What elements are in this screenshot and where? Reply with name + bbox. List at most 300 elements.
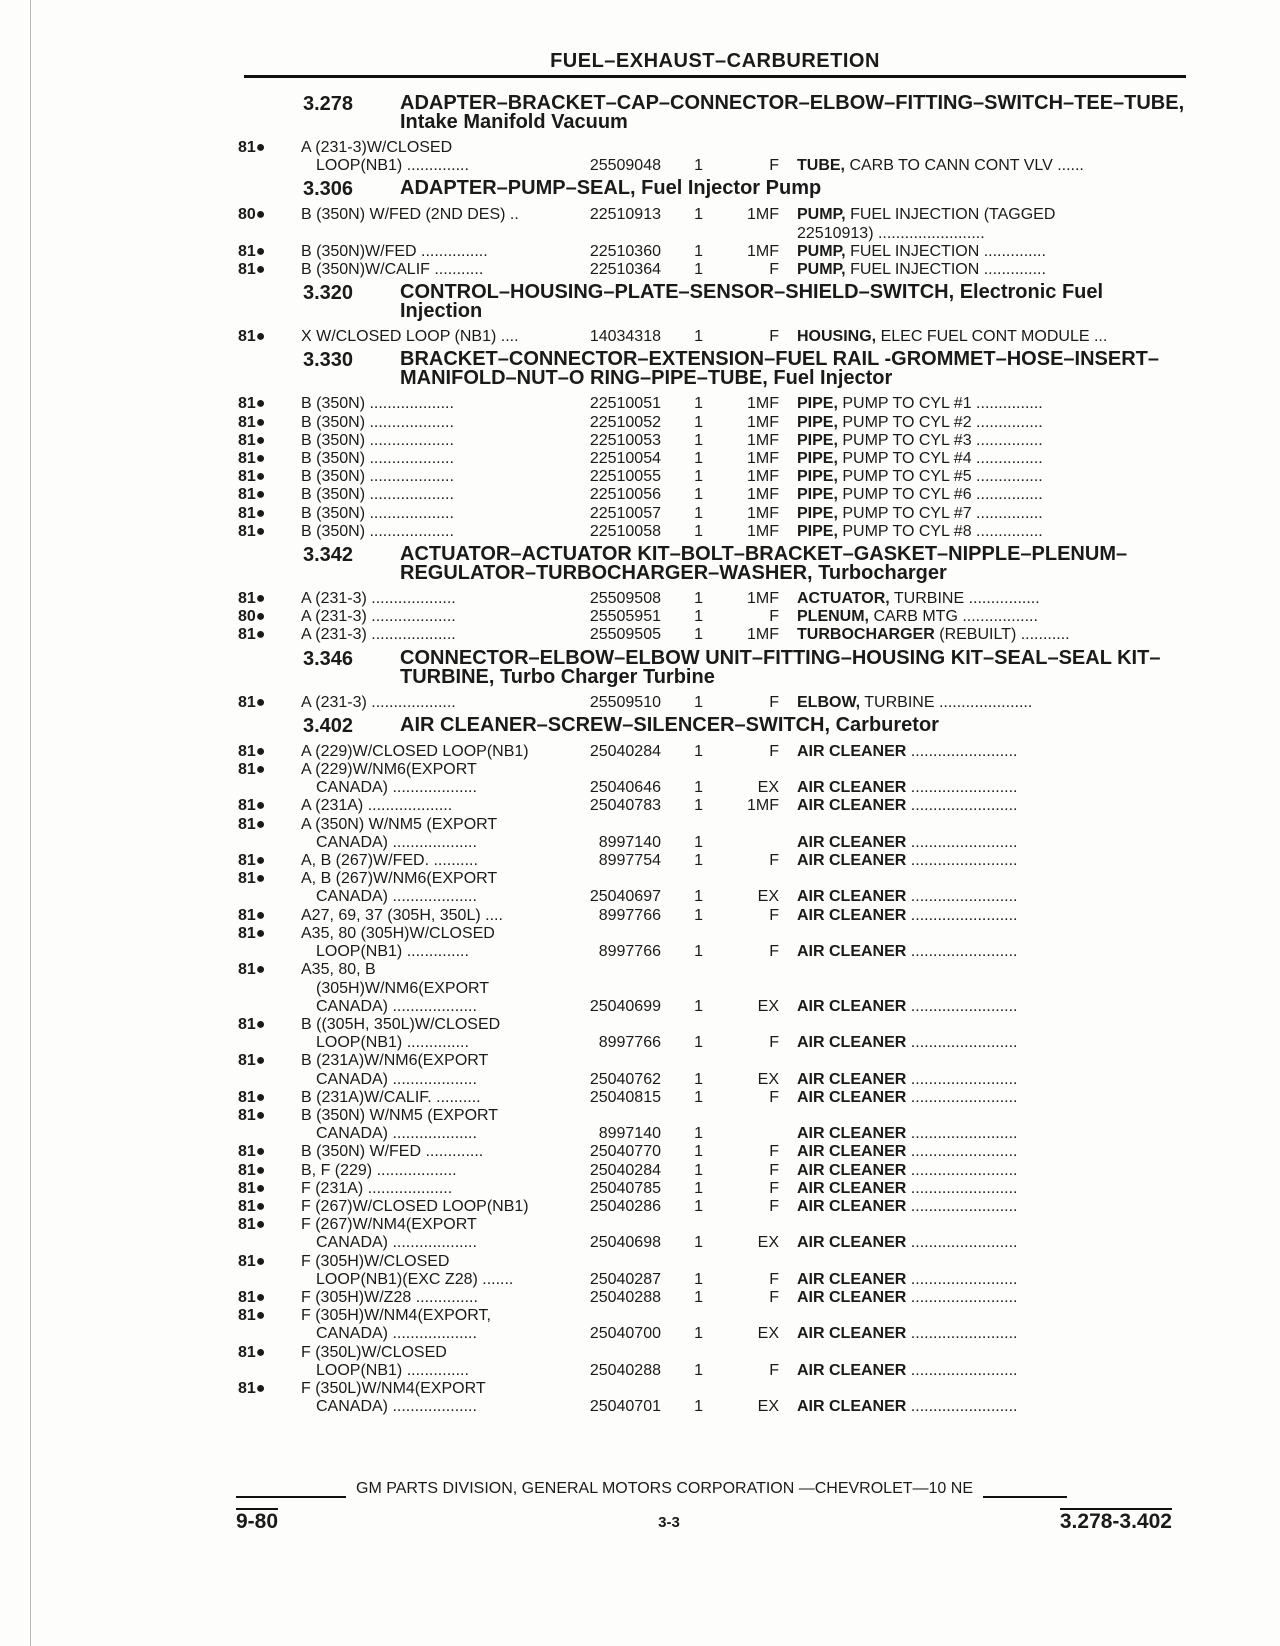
quantity: 1 xyxy=(694,779,703,797)
model-year: 81● xyxy=(238,815,266,833)
quantity: 1 xyxy=(694,742,703,760)
table-row xyxy=(238,468,1188,486)
part-noun: AIR CLEANER xyxy=(797,742,907,760)
part-number xyxy=(569,1052,661,1070)
quantity: 1 xyxy=(694,431,703,449)
usage-description: CANADA) ................... xyxy=(316,1070,477,1088)
table-row xyxy=(238,943,1188,961)
table-row xyxy=(238,1107,1188,1125)
part-modifier: PUMP TO CYL #3 ............... xyxy=(842,431,1043,449)
part-number xyxy=(569,980,661,998)
section-qualifier: Electronic Fuel Injection xyxy=(400,281,1104,323)
part-number: 25040701 xyxy=(589,1398,661,1416)
model-year: 81● xyxy=(238,242,266,260)
source-code: 1MF xyxy=(747,486,779,504)
section-name: CONNECTOR–ELBOW–ELBOW UNIT–FITTING–HOUSING KIT–SEAL–SEAL KIT–TURBINE, xyxy=(400,646,1161,688)
part-name xyxy=(797,486,1188,504)
model-year: 81● xyxy=(238,1343,266,1361)
quantity: 1 xyxy=(694,413,703,431)
source-code xyxy=(713,1307,797,1325)
quantity: 1 xyxy=(694,797,703,815)
part-modifier: ........................ xyxy=(910,1361,1018,1379)
quantity: 1 xyxy=(694,1143,703,1161)
section-name: ADAPTER–PUMP–SEAL, xyxy=(400,177,636,200)
table-row xyxy=(238,626,1188,644)
part-noun: PIPE, xyxy=(797,522,838,540)
usage-description: F (305H)W/NM4(EXPORT, xyxy=(301,1307,491,1325)
model-year: 81● xyxy=(238,1288,266,1306)
quantity: 1 xyxy=(694,1398,703,1416)
model-year: 81● xyxy=(238,961,266,979)
part-modifier: ........................ xyxy=(910,742,1018,760)
model-year: 81● xyxy=(238,761,266,779)
usage-description: B (350N) ................... xyxy=(301,468,454,486)
usage-description: B (231A)W/NM6(EXPORT xyxy=(301,1052,489,1070)
part-noun: PIPE, xyxy=(797,486,838,504)
part-name xyxy=(797,1034,1188,1052)
usage-description: LOOP(NB1) .............. xyxy=(316,943,469,961)
quantity xyxy=(661,870,713,888)
section-number: 3.342 xyxy=(303,544,354,567)
quantity: 1 xyxy=(694,1361,703,1379)
part-modifier: ........................ xyxy=(910,1125,1018,1143)
part-number: 25040815 xyxy=(589,1088,661,1106)
part-noun: AIR CLEANER xyxy=(797,943,907,961)
quantity: 1 xyxy=(694,1234,703,1252)
source-code xyxy=(713,1125,797,1143)
part-noun: AIR CLEANER xyxy=(797,1398,907,1416)
part-name xyxy=(797,1344,1188,1362)
part-name xyxy=(797,1162,1188,1180)
table-row xyxy=(238,1289,1188,1307)
part-number: 25040287 xyxy=(589,1270,661,1288)
source-code xyxy=(713,1253,797,1271)
part-name xyxy=(797,157,1188,175)
model-year: 81● xyxy=(238,1379,266,1397)
model-year: 81● xyxy=(238,468,266,486)
quantity xyxy=(661,225,713,243)
usage-description: A27, 69, 37 (305H, 350L) .... xyxy=(301,906,503,924)
part-noun: PIPE, xyxy=(797,504,838,522)
source-code: EX xyxy=(757,1070,779,1088)
usage-description: B (350N)W/FED ............... xyxy=(301,242,488,260)
part-number: 22510053 xyxy=(589,431,661,449)
part-number xyxy=(569,761,661,779)
source-code: EX xyxy=(757,888,779,906)
section-name: ADAPTER–BRACKET–CAP–CONNECTOR–ELBOW–FITTING–SWITCH–TEE–TUBE, xyxy=(400,92,1185,114)
part-number: 22510056 xyxy=(589,486,661,504)
section-3-342 xyxy=(238,545,1188,645)
quantity xyxy=(661,1307,713,1325)
section-heading xyxy=(238,179,1188,199)
part-noun: AIR CLEANER xyxy=(797,1125,907,1143)
section-title xyxy=(400,179,1188,198)
source-code: F xyxy=(769,608,779,626)
source-code: 1MF xyxy=(747,626,779,644)
source-code xyxy=(713,870,797,888)
part-modifier: ........................ xyxy=(910,1179,1018,1197)
part-name xyxy=(797,1362,1188,1380)
usage-description: A (231A) ................... xyxy=(301,797,453,815)
model-year: 81● xyxy=(238,742,266,760)
table-row xyxy=(238,261,1188,279)
part-name xyxy=(797,1198,1188,1216)
part-number: 8997766 xyxy=(598,906,661,924)
part-modifier: PUMP TO CYL #4 ............... xyxy=(842,450,1043,468)
part-name xyxy=(797,1216,1188,1234)
part-noun: AIR CLEANER xyxy=(797,997,907,1015)
section-3-306 xyxy=(238,179,1188,279)
source-code: F xyxy=(769,1088,779,1106)
part-number: 22510055 xyxy=(589,468,661,486)
part-name xyxy=(797,243,1188,261)
part-number: 25040286 xyxy=(589,1197,661,1215)
part-number: 22510058 xyxy=(589,522,661,540)
usage-description: CANADA) ................... xyxy=(316,1325,477,1343)
usage-description: A35, 80, B xyxy=(301,961,376,979)
model-year: 81● xyxy=(238,1106,266,1124)
table-row xyxy=(238,1016,1188,1034)
source-code: 1MF xyxy=(747,242,779,260)
section-title xyxy=(400,283,1188,321)
part-modifier: ........................ xyxy=(910,943,1018,961)
part-modifier: CARB TO CANN CONT VLV ...... xyxy=(849,157,1084,175)
source-code: 1MF xyxy=(747,504,779,522)
part-name xyxy=(797,852,1188,870)
part-modifier: 22510913) ........................ xyxy=(797,224,985,242)
part-name xyxy=(797,328,1188,346)
usage-description: CANADA) ................... xyxy=(316,1125,477,1143)
part-modifier: ........................ xyxy=(910,1088,1018,1106)
part-number: 25505951 xyxy=(589,608,661,626)
part-modifier: CARB MTG ................. xyxy=(873,608,1038,626)
table-row xyxy=(238,743,1188,761)
part-noun: AIR CLEANER xyxy=(797,1234,907,1252)
part-noun: PLENUM, xyxy=(797,608,869,626)
part-name xyxy=(797,761,1188,779)
quantity: 1 xyxy=(694,833,703,851)
quantity xyxy=(661,139,713,157)
part-number xyxy=(569,139,661,157)
quantity: 1 xyxy=(694,693,703,711)
part-modifier: ........................ xyxy=(910,833,1018,851)
quantity: 1 xyxy=(694,997,703,1015)
part-noun: AIR CLEANER xyxy=(797,1325,907,1343)
quantity xyxy=(661,761,713,779)
part-modifier: ........................ xyxy=(910,997,1018,1015)
table-row xyxy=(238,505,1188,523)
table-row xyxy=(238,523,1188,541)
quantity xyxy=(661,961,713,979)
source-code: F xyxy=(769,693,779,711)
part-noun: AIR CLEANER xyxy=(797,1034,907,1052)
table-row xyxy=(238,980,1188,998)
model-year: 81● xyxy=(238,1197,266,1215)
section-number: 3.402 xyxy=(303,714,354,737)
source-code xyxy=(713,1216,797,1234)
section-name: BRACKET–CONNECTOR–EXTENSION–FUEL RAIL -GROMMET–HOSE–INSERT–MANIFOLD–NUT–O RING–PIPE–TUBE, xyxy=(400,348,1159,390)
usage-description: A35, 80 (305H)W/CLOSED xyxy=(301,924,495,942)
model-year: 81● xyxy=(238,395,266,413)
source-code xyxy=(713,961,797,979)
section-title xyxy=(400,545,1188,583)
section-qualifier: Turbo Charger Turbine xyxy=(500,665,715,688)
part-modifier: ........................ xyxy=(910,779,1018,797)
table-row xyxy=(238,1271,1188,1289)
quantity: 1 xyxy=(694,468,703,486)
section-number: 3.346 xyxy=(303,647,354,670)
part-number: 25040646 xyxy=(589,779,661,797)
section-qualifier: Intake Manifold Vacuum xyxy=(400,111,628,133)
usage-description: B ((305H, 350L)W/CLOSED xyxy=(301,1015,501,1033)
model-year xyxy=(238,980,301,998)
part-number xyxy=(569,1344,661,1362)
table-row xyxy=(238,1052,1188,1070)
part-modifier: ........................ xyxy=(910,852,1018,870)
quantity: 1 xyxy=(694,206,703,224)
usage-description: B (350N) ................... xyxy=(301,395,454,413)
usage-description: B (350N) ................... xyxy=(301,522,454,540)
source-code: 1MF xyxy=(747,468,779,486)
source-code xyxy=(713,225,797,243)
section-title xyxy=(400,350,1188,388)
part-name xyxy=(797,626,1188,644)
table-row xyxy=(238,1180,1188,1198)
usage-description: F (267)W/NM4(EXPORT xyxy=(301,1216,477,1234)
usage-description: F (231A) ................... xyxy=(301,1179,453,1197)
source-code xyxy=(713,816,797,834)
model-year xyxy=(238,834,301,852)
table-row xyxy=(238,432,1188,450)
model-year: 80● xyxy=(238,608,266,626)
model-year: 81● xyxy=(238,1052,266,1070)
model-year: 81● xyxy=(238,1088,266,1106)
usage-description: A (231-3) ................... xyxy=(301,693,456,711)
quantity: 1 xyxy=(694,1034,703,1052)
source-code xyxy=(713,1016,797,1034)
usage-description: CANADA) ................... xyxy=(316,1234,477,1252)
section-qualifier: Carburetor xyxy=(835,713,939,736)
model-year: 80● xyxy=(238,206,266,224)
source-code: F xyxy=(769,328,779,346)
usage-description: B (350N) ................... xyxy=(301,413,454,431)
part-noun: AIR CLEANER xyxy=(797,779,907,797)
usage-description xyxy=(301,225,569,243)
part-noun: AIR CLEANER xyxy=(797,1288,907,1306)
source-code: 1MF xyxy=(747,395,779,413)
part-modifier: FUEL INJECTION .............. xyxy=(850,261,1046,279)
footer-publisher-text: GM PARTS DIVISION, GENERAL MOTORS CORPORATION —CHEVROLET—10 NE xyxy=(356,1480,973,1497)
part-modifier: ........................ xyxy=(910,1143,1018,1161)
part-noun: PUMP, xyxy=(797,261,846,279)
usage-description: B (350N) W/FED ............. xyxy=(301,1143,484,1161)
part-noun: PIPE, xyxy=(797,450,838,468)
table-row xyxy=(238,486,1188,504)
section-heading xyxy=(238,646,1188,688)
model-year: 81● xyxy=(238,1307,266,1325)
section-heading xyxy=(238,94,1188,132)
part-modifier: ........................ xyxy=(910,1234,1018,1252)
part-number xyxy=(569,225,661,243)
part-noun: AIR CLEANER xyxy=(797,1361,907,1379)
usage-description: CANADA) ................... xyxy=(316,779,477,797)
model-year xyxy=(238,1034,301,1052)
part-modifier: PUMP TO CYL #8 ............... xyxy=(842,522,1043,540)
table-row xyxy=(238,694,1188,712)
usage-description: LOOP(NB1) .............. xyxy=(316,1361,469,1379)
usage-description: X W/CLOSED LOOP (NB1) .... xyxy=(301,328,519,346)
usage-description: F (350L)W/CLOSED xyxy=(301,1343,447,1361)
part-name xyxy=(797,1253,1188,1271)
section-3-330 xyxy=(238,350,1188,541)
source-code xyxy=(713,139,797,157)
part-name xyxy=(797,888,1188,906)
usage-description: F (267)W/CLOSED LOOP(NB1) xyxy=(301,1197,529,1215)
part-name xyxy=(797,834,1188,852)
part-modifier: FUEL INJECTION (TAGGED xyxy=(850,206,1056,224)
model-year: 81● xyxy=(238,413,266,431)
section-title xyxy=(400,713,1188,736)
usage-description: CANADA) ................... xyxy=(316,1398,477,1416)
table-row xyxy=(238,1143,1188,1161)
part-modifier: ........................ xyxy=(910,1161,1018,1179)
table-row xyxy=(238,608,1188,626)
part-noun: AIR CLEANER xyxy=(797,1070,907,1088)
part-number xyxy=(569,870,661,888)
quantity: 1 xyxy=(694,1179,703,1197)
part-modifier: PUMP TO CYL #6 ............... xyxy=(842,486,1043,504)
footer-publisher xyxy=(236,1480,1156,1498)
part-modifier: ........................ xyxy=(910,797,1018,815)
part-modifier: TURBINE ..................... xyxy=(864,693,1033,711)
part-name xyxy=(797,943,1188,961)
part-number: 25040770 xyxy=(589,1143,661,1161)
part-name xyxy=(797,468,1188,486)
table-row xyxy=(238,1162,1188,1180)
part-name xyxy=(797,450,1188,468)
part-noun: AIR CLEANER xyxy=(797,906,907,924)
quantity xyxy=(661,1380,713,1398)
source-code: F xyxy=(769,1288,779,1306)
part-number: 25040783 xyxy=(589,797,661,815)
part-modifier: ........................ xyxy=(910,1070,1018,1088)
quantity: 1 xyxy=(694,590,703,608)
footer-page-number: 3-3 xyxy=(658,1514,680,1531)
source-code: F xyxy=(769,1161,779,1179)
usage-description: B, F (229) .................. xyxy=(301,1161,457,1179)
part-modifier: PUMP TO CYL #7 ............... xyxy=(842,504,1043,522)
model-year xyxy=(238,1398,301,1416)
table-row xyxy=(238,1034,1188,1052)
part-name xyxy=(797,816,1188,834)
quantity: 1 xyxy=(694,1325,703,1343)
part-modifier: ........................ xyxy=(910,1270,1018,1288)
part-name xyxy=(797,1071,1188,1089)
model-year: 81● xyxy=(238,626,266,644)
part-number xyxy=(569,816,661,834)
part-name xyxy=(797,779,1188,797)
part-number: 25040697 xyxy=(589,888,661,906)
part-noun: ACTUATOR, xyxy=(797,590,890,608)
model-year: 81● xyxy=(238,852,266,870)
part-modifier: PUMP TO CYL #5 ............... xyxy=(842,468,1043,486)
part-modifier: ........................ xyxy=(910,1325,1018,1343)
quantity: 1 xyxy=(694,888,703,906)
part-number: 8997140 xyxy=(598,833,661,851)
part-name xyxy=(797,225,1188,243)
quantity: 1 xyxy=(694,522,703,540)
part-noun: AIR CLEANER xyxy=(797,1088,907,1106)
section-number: 3.278 xyxy=(303,93,354,115)
table-row xyxy=(238,761,1188,779)
part-modifier: ........................ xyxy=(910,1197,1018,1215)
table-row xyxy=(238,1380,1188,1398)
part-name xyxy=(797,1234,1188,1252)
table-row xyxy=(238,888,1188,906)
usage-description: A (231-3) ................... xyxy=(301,608,456,626)
quantity: 1 xyxy=(694,261,703,279)
table-row xyxy=(238,225,1188,243)
model-year xyxy=(238,225,301,243)
quantity: 1 xyxy=(694,906,703,924)
table-row xyxy=(238,328,1188,346)
part-number: 25040699 xyxy=(589,997,661,1015)
part-number xyxy=(569,961,661,979)
table-row xyxy=(238,590,1188,608)
model-year: 81● xyxy=(238,1216,266,1234)
part-modifier: ........................ xyxy=(910,906,1018,924)
quantity: 1 xyxy=(694,157,703,175)
source-code: F xyxy=(769,1179,779,1197)
part-noun: PUMP, xyxy=(797,206,846,224)
part-noun: PIPE, xyxy=(797,431,838,449)
part-name xyxy=(797,432,1188,450)
model-year: 81● xyxy=(238,1161,266,1179)
table-row xyxy=(238,1198,1188,1216)
part-name xyxy=(797,1180,1188,1198)
usage-description: A (231-3)W/CLOSED xyxy=(301,139,453,156)
source-code: 1MF xyxy=(747,797,779,815)
section-qualifier: Fuel Injector Pump xyxy=(641,177,822,200)
source-code: EX xyxy=(757,1234,779,1252)
source-code: EX xyxy=(757,1398,779,1416)
part-name xyxy=(797,608,1188,626)
part-modifier: TURBINE ................ xyxy=(893,590,1040,608)
model-year xyxy=(238,1234,301,1252)
part-modifier: ELEC FUEL CONT MODULE ... xyxy=(880,328,1108,346)
quantity: 1 xyxy=(694,608,703,626)
part-number: 25509510 xyxy=(589,693,661,711)
model-year: 81● xyxy=(238,522,266,540)
part-number: 22510052 xyxy=(589,413,661,431)
usage-description: B (350N) ................... xyxy=(301,504,454,522)
part-number: 22510051 xyxy=(589,395,661,413)
part-name xyxy=(797,523,1188,541)
table-row xyxy=(238,1089,1188,1107)
part-noun: AIR CLEANER xyxy=(797,833,907,851)
quantity: 1 xyxy=(694,1288,703,1306)
table-row xyxy=(238,1362,1188,1380)
section-3-278 xyxy=(238,94,1188,175)
source-code xyxy=(713,980,797,998)
source-code: F xyxy=(769,1034,779,1052)
model-year: 81● xyxy=(238,431,266,449)
part-number: 25040700 xyxy=(589,1325,661,1343)
model-year xyxy=(238,998,301,1016)
part-name xyxy=(797,925,1188,943)
part-name xyxy=(797,797,1188,815)
part-name xyxy=(797,694,1188,712)
